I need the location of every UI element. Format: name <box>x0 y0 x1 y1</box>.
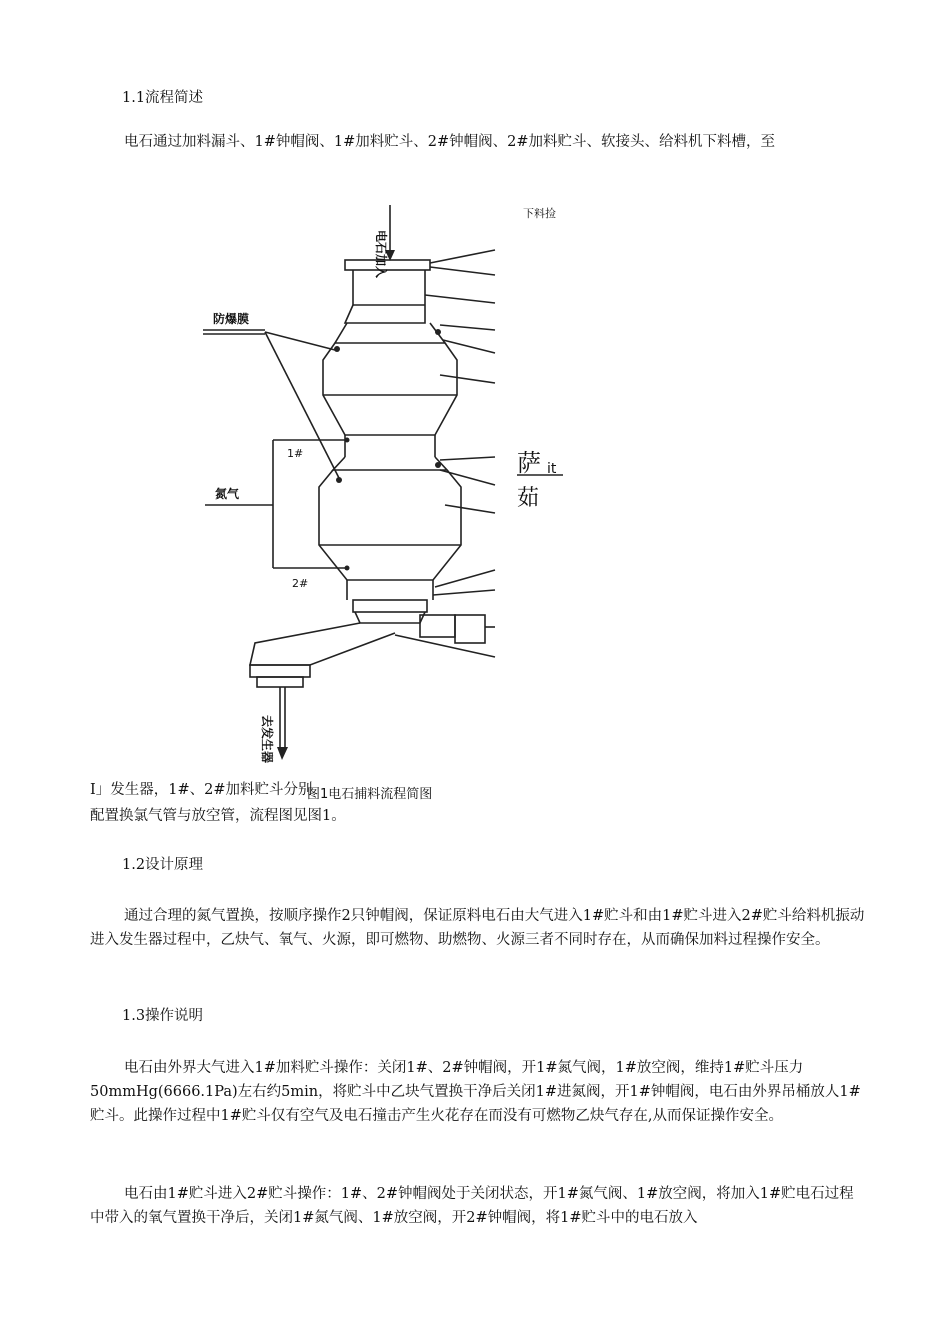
section-heading-1-1: 1.1流程简述 <box>122 90 204 106</box>
label-right-a: 萨 <box>517 449 541 477</box>
label-valve-2: 2# <box>292 577 309 590</box>
figure-caption: 图1电石捕料流程简图 <box>307 787 433 800</box>
paragraph-3: 电石由外界大气进入1#加料贮斗操作：关闭1#、2#钟帽阀，开1#氮气阀，1#放空阀，维持1#贮斗压力50mmHg(6666.1Pa)左右约5min，将贮斗中乙块气置换干净后关闭1#进氮阀，开1#钟帽阀，电石由外界吊桶放人1#贮斗。此操作过程中1#贮斗仅有空气及电石撞击产生火花存在而没有可燃物乙炔气存在,从而保证操作安全。 <box>90 1060 861 1124</box>
section-heading-1-3: 1.3操作说明 <box>122 1008 204 1024</box>
label-top-right-cut: 下料捡 <box>523 207 556 220</box>
label-carbide-in: 电石加入 <box>374 230 388 279</box>
label-to-generator: 去发生器 <box>260 715 274 764</box>
label-right-b: it <box>547 461 557 477</box>
label-nitrogen: 氮气 <box>215 487 240 501</box>
paragraph-1-line-3: 配置换氯气管与放空管，流程图见图1。 <box>90 808 346 824</box>
hopper-2-body <box>319 470 461 580</box>
paragraph-1-line-1: 电石通过加料漏斗、1#钟帽阀、1#加料贮斗、2#钟帽阀、2#加料贮斗、软接头、给料机下料槽，至 <box>124 134 775 150</box>
label-valve-1: 1# <box>287 447 304 460</box>
paragraph-4: 电石由1#贮斗进入2#贮斗操作：1#、2#钟帽阀处于关闭状态，开1#氮气阀、1#放空阀，将加入1#贮电石过程中带入的氧气置换干净后，关闭1#氮气阀、1#放空阀，开2#钟帽阀，将1#贮斗中的电石放入 <box>90 1186 854 1226</box>
flow-diagram <box>195 195 575 800</box>
section-heading-1-2: 1.2设计原理 <box>122 857 204 873</box>
paragraph-2: 通过合理的氮气置换，按顺序操作2只钟帽阀，保证原料电石由大气进入1#贮斗和由1#贮斗进入2#贮斗给料机振动进入发生器过程中，乙炔气、氧气、火源，即可燃物、助燃物、火源三者不同时存在，从而确保加料过程操作安全。 <box>90 908 865 948</box>
label-right-c: 茹 <box>517 486 540 511</box>
label-membrane: 防爆膜 <box>213 312 250 326</box>
paragraph-1-line-2: I」发生器，1#、2#加料贮斗分别 <box>90 782 313 798</box>
hopper-1-body <box>323 343 457 435</box>
